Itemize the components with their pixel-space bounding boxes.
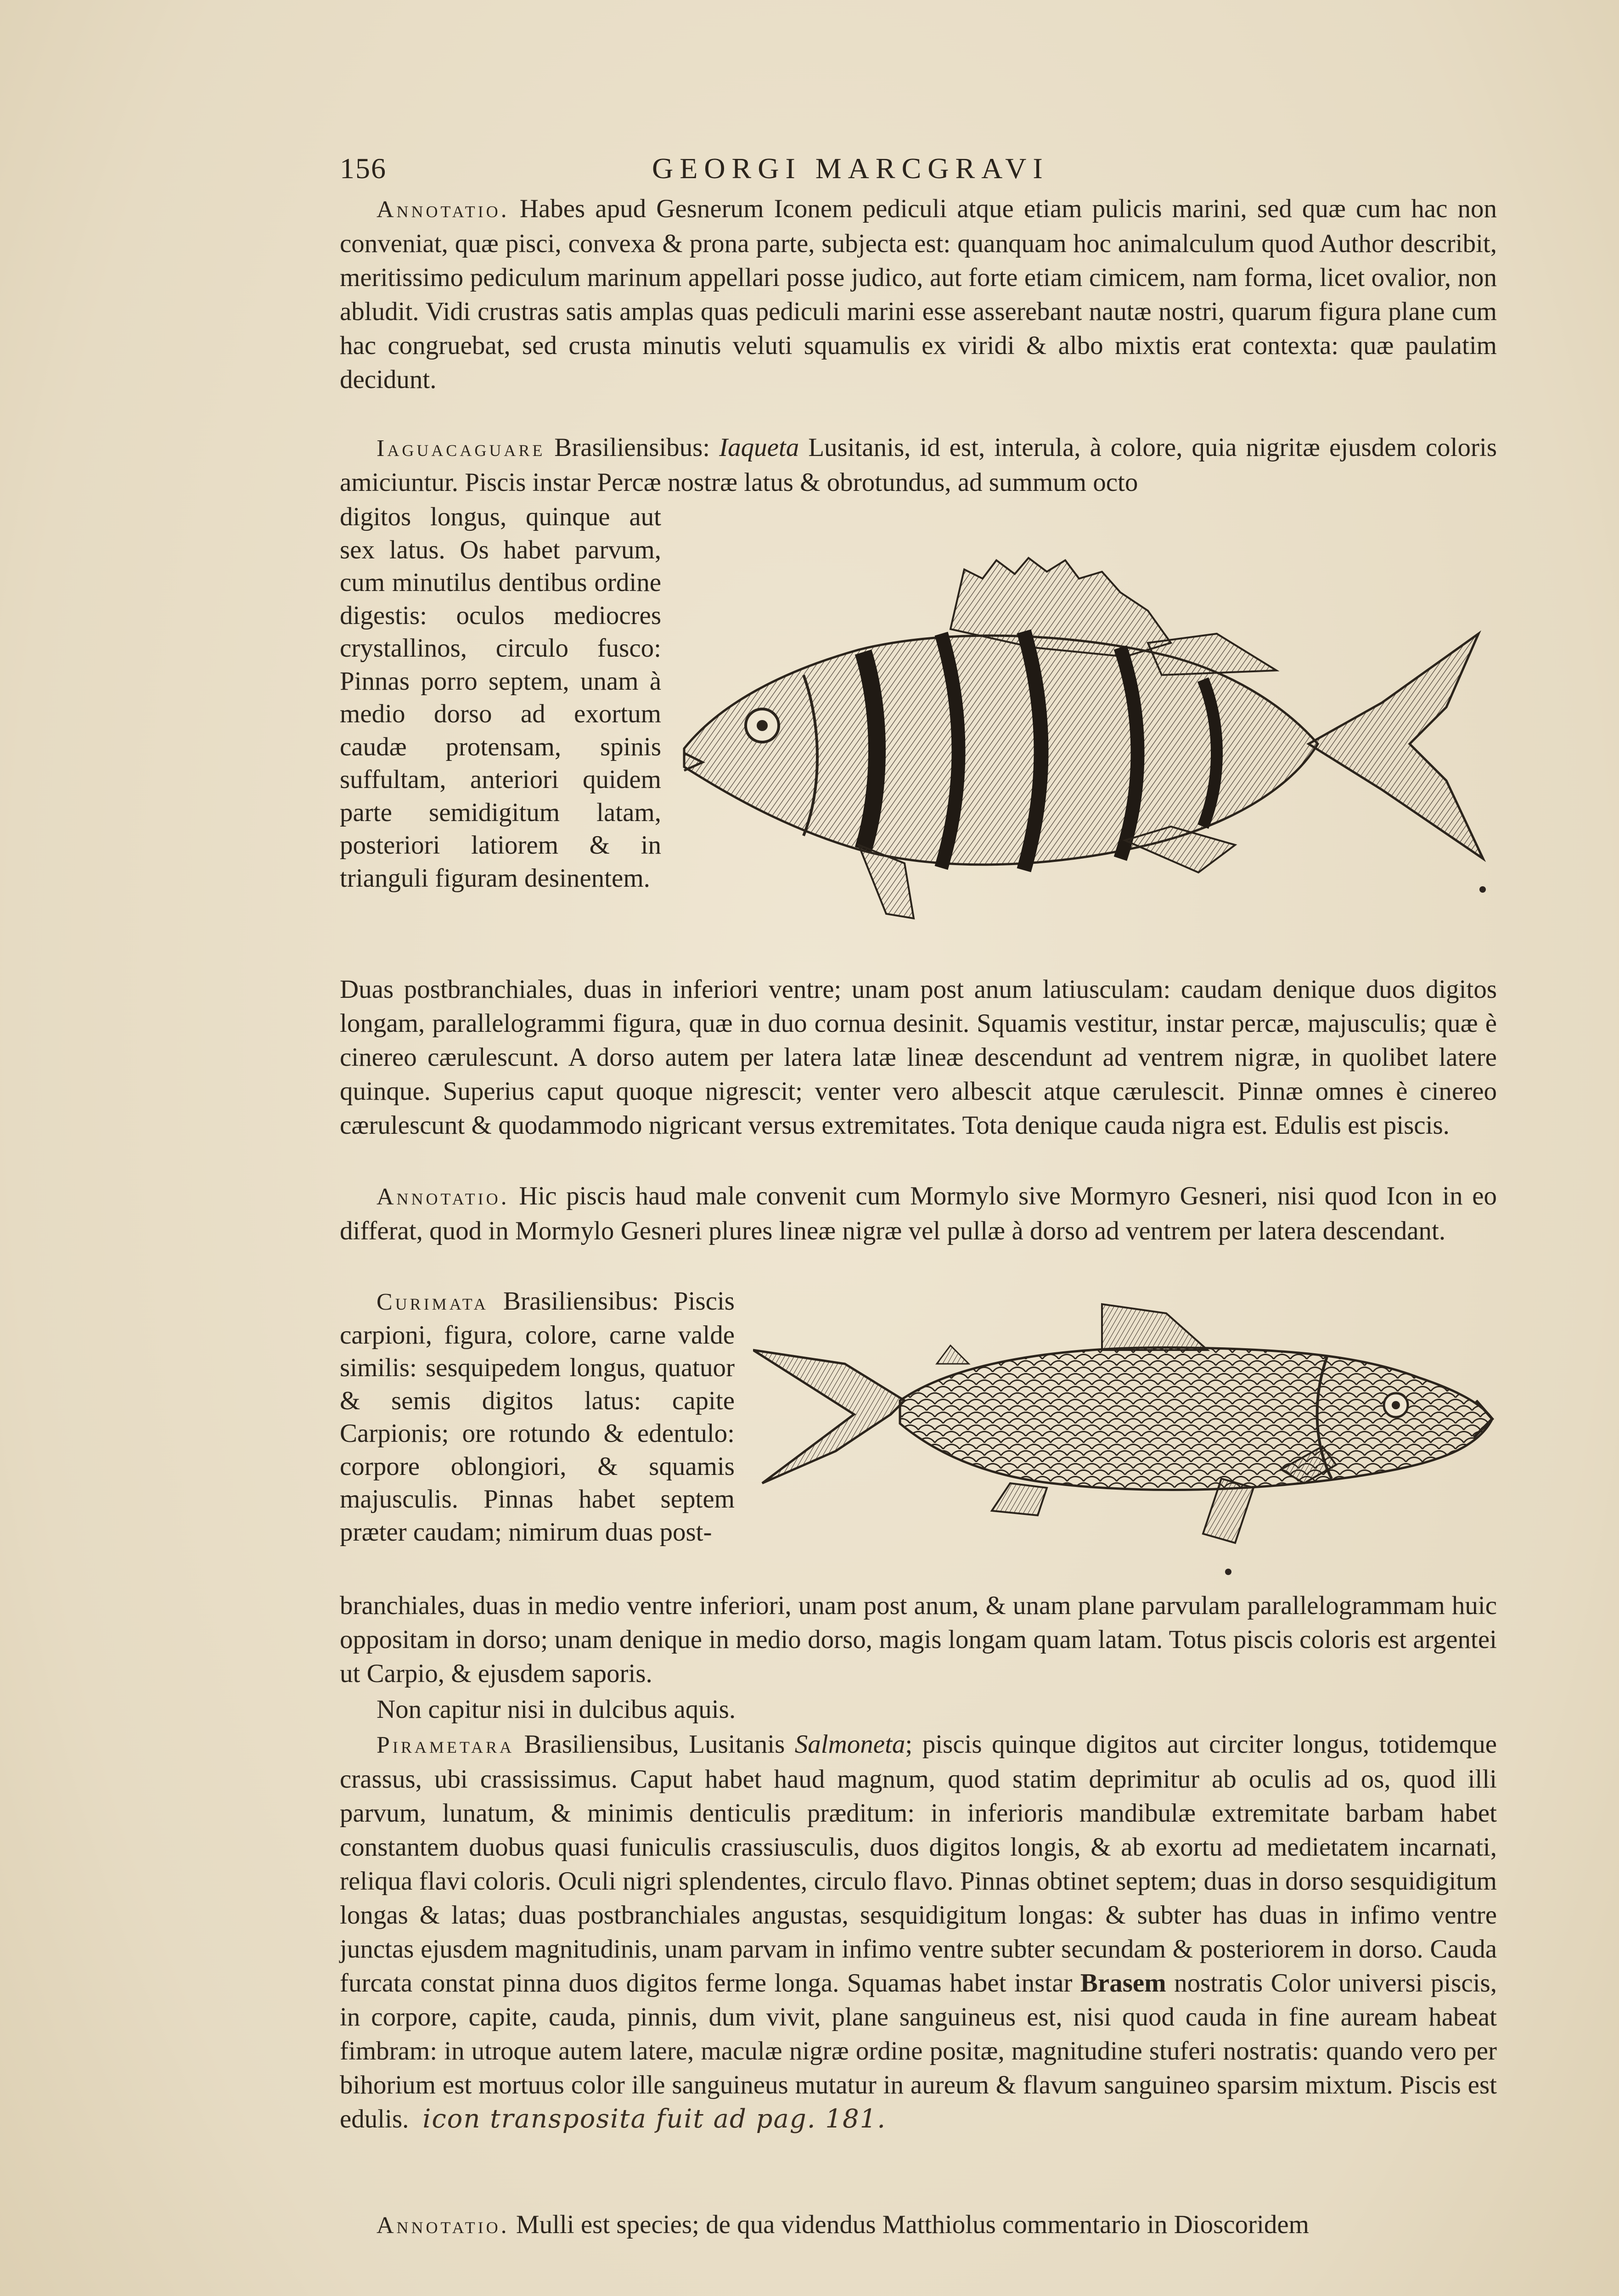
paragraph-text: Mulli est species; de qua videndus Matthiolus commentario in Dioscoridem [516, 2210, 1310, 2239]
paragraph-text: Lusitanis, id est, interula, à colore, quia nigritæ ejusdem coloris amiciuntur. Piscis instar Percæ nostræ latus & obrotundus, ad summum octo [340, 433, 1497, 497]
fish-illustration-iaguacaguare [666, 551, 1492, 937]
ink-spot [1225, 1569, 1231, 1575]
section-label: Annotatio. [377, 2212, 510, 2239]
italic-name: Salmoneta [794, 1730, 905, 1759]
running-title: GEORGI MARCGRAVI [652, 152, 1049, 185]
paragraph-curimata-cont: branchiales, duas in medio ventre inferiori, unam post anum, & unam plane parvulam parallelogrammam huic oppositam in dorso; unam denique in medio dorso, magis longam quam latam. Totus piscis coloris est argentei ut Carpio, & ejusdem saporis. [340, 1591, 1497, 1688]
section-label: Pirametara [377, 1732, 515, 1758]
page-header [340, 152, 1497, 193]
paragraph-iaguacaguare [340, 431, 1497, 500]
paragraph-text: Brasiliensibus: [554, 433, 710, 462]
paragraph-iaguacaguare-cont: Duas postbranchiales, duas in inferiori ventre; unam post anum latiusculam: caudam denique duos digitos longam, parallelogrammi figura, quæ in duo cornua desinit. Squamis vestitur, instar percæ, majusculis; quæ è cinereo cærulescunt. A dorso autem per latera latæ lineæ descendunt ad ventrem nigræ, in quolibet latere quinque. Superius caput quoque nigrescit; venter vero albescit atque cærulescit. Pinnæ omnes è cinereo cærulescunt & quodammodo nigricant versus extremitates. Tota denique cauda nigra est. Edulis est piscis. [340, 975, 1497, 1140]
section-label: Annotatio. [377, 1184, 510, 1210]
handwritten-annotation: icon transposita fuit ad pag. 181. [422, 2104, 887, 2134]
italic-name: Iaqueta [719, 433, 799, 462]
page-number: 156 [340, 152, 387, 185]
paragraph-text: Brasiliensibus, Lusitanis [524, 1730, 785, 1759]
paragraph-text: ; piscis quinque digitos aut circiter longus, totidemque crassus, ubi crassissimus. Caput habet haud magnum, quod statim deprimitur ab oculis ad os, quod illi parvum, lunatum, & minimis denticulis præditum: in inferioris mandibulæ extremitate barbam habet constantem duobus quasi funiculis crassiusculis, duos digitos longis, & ab exortu ad medietatem incarnati, reliqua flavi coloris. Oculi nigri splendentes, circulo flavo. Pinnas obtinet septem; duas in dorso sesquidigitum longas & latas; duas postbranchiales angustas, sesquidigitum longas: & subter has duas in infimo ventre junctas ejusdem magnitudinis, unam parvam in infimo ventre subter secundam & posteriorem in dorso. Cauda furcata constat pinna duos digitos ferme longa. Squamas habet instar [340, 1730, 1497, 1998]
section-label: Annotatio. [377, 197, 510, 223]
paragraph-annotatio-3 [340, 2208, 1497, 2243]
section-label: Iaguacaguare [377, 435, 545, 461]
section-label: Curimata [377, 1289, 489, 1315]
paragraph-text: nostratis Color universi piscis, in corpore, capite, cauda, pinnis, dum vivit, plane sanguineus est, nisi quod cauda in fine auream habeat fimbram: in utroque autem latere, maculæ nigræ ordine positæ, magnitudine stuferi nostratis: quando vero per bihorium est mortuus color ille sanguineus mutatur in aureum & flavum sanguineo sparsim mixtum. Piscis est edulis. [340, 1969, 1497, 2133]
paragraph-curimata [340, 1285, 735, 1548]
paragraph-pirametara [340, 1728, 1497, 2136]
blackletter-word: Brasem [1080, 1969, 1166, 1998]
ink-spot [1479, 886, 1486, 893]
paragraph-curimata-note: Non capitur nisi in dulcibus aquis. [377, 1695, 736, 1724]
fish-illustration-curimata [753, 1295, 1497, 1557]
paragraph-annotatio-1 [340, 192, 1497, 397]
paragraph-iaguacaguare-wrap: digitos longus, quinque aut sex latus. Os habet parvum, cum minutilus dentibus ordine digestis: oculos mediocres crystallinos, circulo fusco: Pinnas porro septem, unam à medio dorso ad exortum caudæ protensam, spinis suffultam, anteriori quidem parte semidigitum latam, posteriori latiorem & in trianguli figuram desinentem. [340, 502, 661, 893]
paragraph-annotatio-2 [340, 1179, 1497, 1248]
paragraph-text: Brasiliensibus: Piscis carpioni, figura, colore, carne valde similis: sesquipedem longus, quatuor & semis digitos latus: capite Carpionis; ore rotundo & edentulo: corpore oblongiori, & squamis majusculis. Pinnas habet septem præter caudam; nimirum duas post- [340, 1287, 735, 1547]
paragraph-text: Habes apud Gesnerum Iconem pediculi atque etiam pulicis marini, sed quæ cum hac non conveniat, quæ pisci, convexa & prona parte, subjecta est: quanquam hoc animalculum quod Author describit, meritissimo pediculum marinum appellari posse judico, aut forte etiam cimicem, nam forma, licet ovalior, non abludit. Vidi crustras satis amplas quas pediculi marini esse asserebant nautæ nostri, quarum figura plane cum hac congruebat, sed crusta minutis veluti squamulis ex viridi & albo mixtis erat contexta: quæ paulatim decidunt. [340, 194, 1497, 394]
paragraph-text: Hic piscis haud male convenit cum Mormylo sive Mormyro Gesneri, nisi quod Icon in eo differat, quod in Mormylo Gesneri plures lineæ nigræ vel pullæ à dorso ad ventrem per latera descendant. [340, 1182, 1497, 1245]
